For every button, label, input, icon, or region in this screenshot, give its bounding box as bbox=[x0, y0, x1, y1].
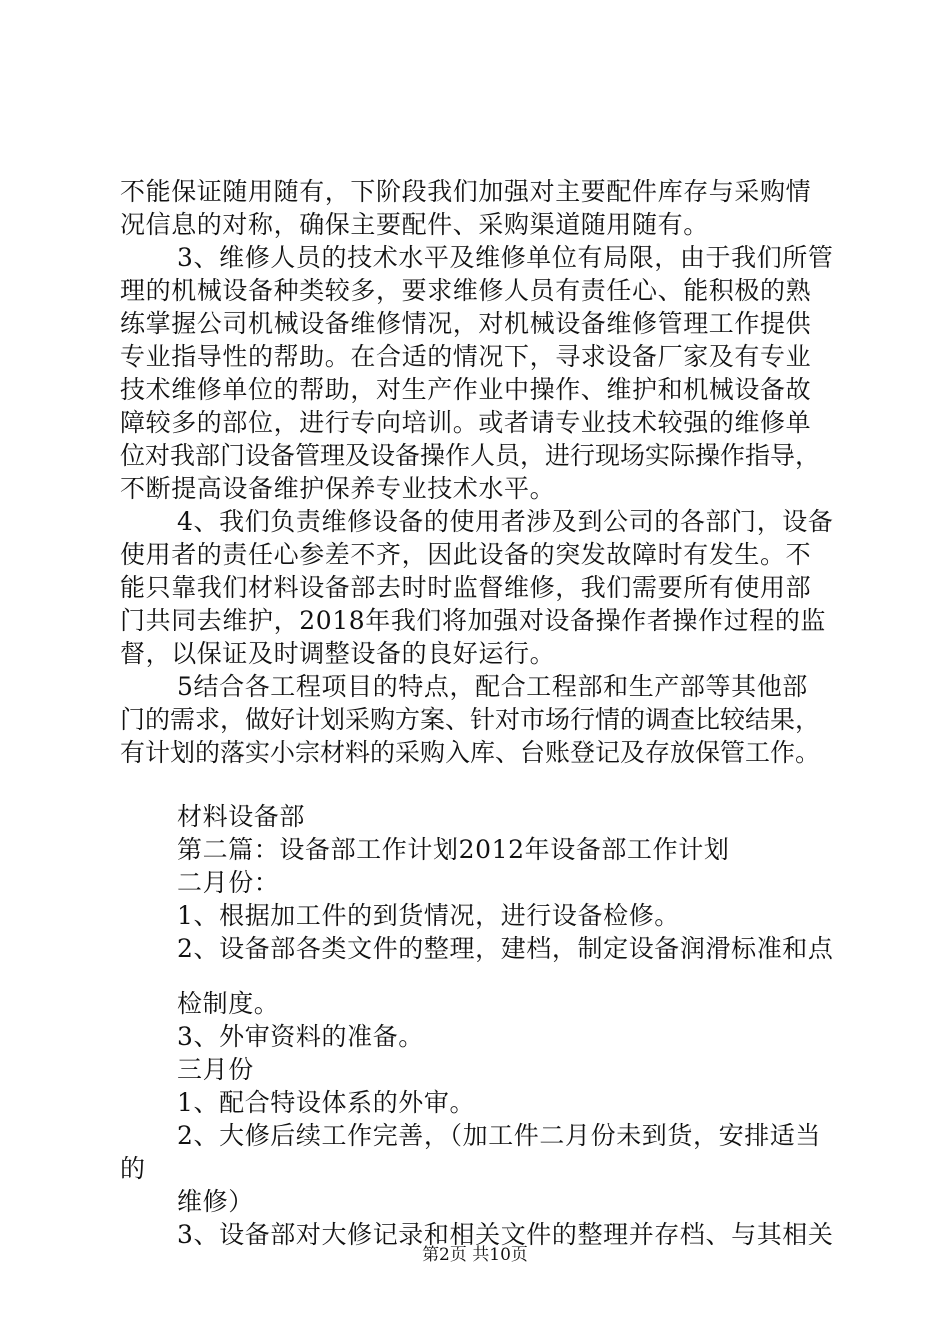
paragraph-line: 门的需求，做好计划采购方案、针对市场行情的调查比较结果， bbox=[120, 705, 821, 734]
paragraph-line: 5结合各工程项目的特点，配合工程部和生产部等其他部 bbox=[177, 672, 808, 701]
paragraph-line: 技术维修单位的帮助，对生产作业中操作、维护和机械设备故 bbox=[120, 375, 812, 404]
month-heading: 三月份 bbox=[177, 1055, 254, 1084]
paragraph-line: 3、维修人员的技术水平及维修单位有局限，由于我们所管 bbox=[177, 243, 834, 272]
section-title: 第二篇：设备部工作计划2012年设备部工作计划 bbox=[177, 835, 730, 864]
list-item: 2、设备部各类文件的整理，建档，制定设备润滑标准和点 bbox=[177, 934, 834, 963]
paragraph-line: 能只靠我们材料设备部去时时监督维修，我们需要所有使用部 bbox=[120, 573, 812, 602]
list-item-continuation: 维修） bbox=[177, 1187, 254, 1216]
paragraph-line: 4、我们负责维修设备的使用者涉及到公司的各部门，设备 bbox=[177, 507, 834, 536]
paragraph-line: 理的机械设备种类较多，要求维修人员有责任心、能积极的熟 bbox=[120, 276, 812, 305]
list-item: 1、配合特设体系的外审。 bbox=[177, 1088, 476, 1117]
paragraph-line: 位对我部门设备管理及设备操作人员，进行现场实际操作指导， bbox=[120, 441, 821, 470]
paragraph-line: 练掌握公司机械设备维修情况，对机械设备维修管理工作提供 bbox=[120, 309, 812, 338]
department-signature: 材料设备部 bbox=[177, 802, 306, 831]
paragraph-line: 有计划的落实小宗材料的采购入库、台账登记及存放保管工作。 bbox=[120, 738, 821, 767]
paragraph-line: 门共同去维护，2018年我们将加强对设备操作者操作过程的监 bbox=[120, 606, 827, 635]
paragraph-line: 不断提高设备维护保养专业技术水平。 bbox=[120, 474, 556, 503]
list-item: 1、根据加工件的到货情况，进行设备检修。 bbox=[177, 901, 680, 930]
paragraph-line: 专业指导性的帮助。在合适的情况下，寻求设备厂家及有专业 bbox=[120, 342, 812, 371]
paragraph-line: 况信息的对称，确保主要配件、采购渠道随用随有。 bbox=[120, 210, 709, 239]
page-footer: 第2页 共10页 bbox=[422, 1245, 528, 1265]
list-item: 3、设备部对大修记录和相关文件的整理并存档、与其相关 bbox=[177, 1220, 834, 1249]
paragraph-line: 不能保证随用随有，下阶段我们加强对主要配件库存与采购情 bbox=[120, 177, 812, 206]
paragraph-line: 使用者的责任心参差不齐，因此设备的突发故障时有发生。不 bbox=[120, 540, 812, 569]
paragraph-line: 障较多的部位，进行专向培训。或者请专业技术较强的维修单 bbox=[120, 408, 812, 437]
list-item-continuation: 的 bbox=[120, 1154, 146, 1183]
paragraph-line: 督，以保证及时调整设备的良好运行。 bbox=[120, 639, 556, 668]
list-item-continuation: 检制度。 bbox=[177, 989, 280, 1018]
list-item: 2、大修后续工作完善，（加工件二月份未到货，安排适当 bbox=[177, 1121, 822, 1150]
month-heading: 二月份： bbox=[177, 868, 280, 897]
list-item: 3、外审资料的准备。 bbox=[177, 1022, 424, 1051]
